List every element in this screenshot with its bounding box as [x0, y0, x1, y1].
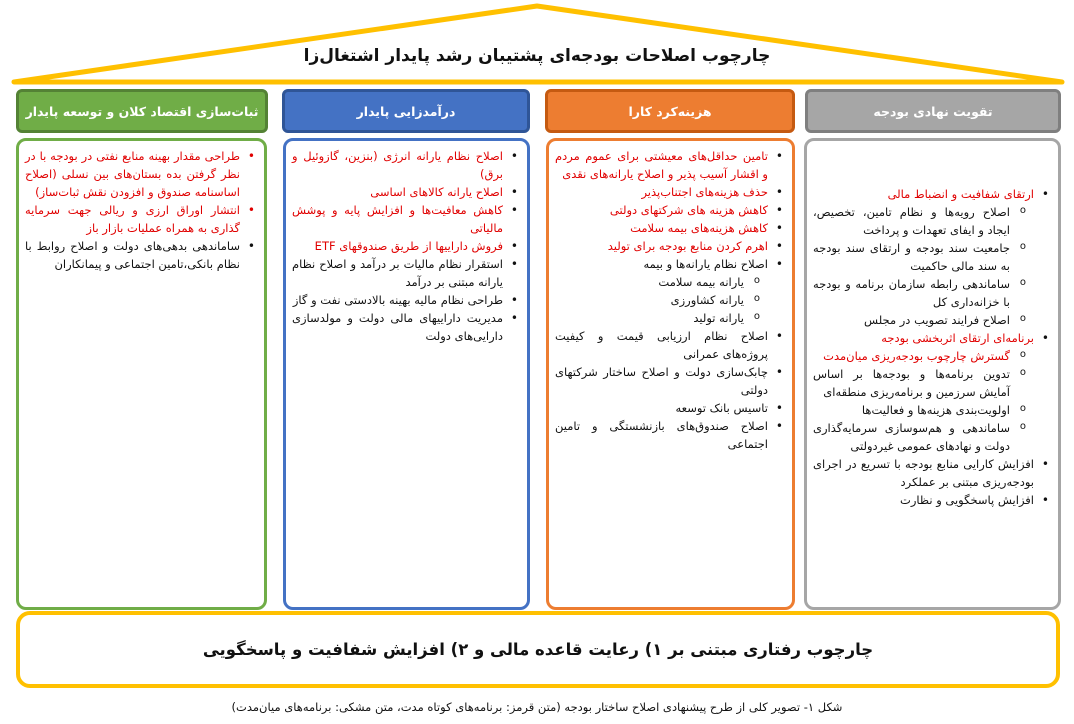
- pillar-box-institutional: [804, 138, 1061, 610]
- sub-list-item: o اولویت‌بندی هزینه‌ها و فعالیت‌ها: [813, 401, 1050, 419]
- list-item: • اصلاح یارانه کالاهای اساسی: [292, 183, 519, 201]
- sub-list-item: o ساماندهی و هم‌سوسازی سرمایه‌گذاری دولت و نهادهای عمومی غیردولتی: [813, 419, 1050, 455]
- sub-list-item: o اصلاح فرایند تصویب در مجلس: [813, 311, 1050, 329]
- list-item: • تاسیس بانک توسعه: [555, 399, 784, 417]
- pillar-box-macro-stability: [16, 138, 267, 610]
- list-item: • ارتقای شفافیت و انضباط مالی: [813, 185, 1050, 203]
- pillar-header-sustainable-revenue: درآمدزایی پایدار: [282, 89, 530, 133]
- list-item: • برنامه‌ای ارتقای اثربخشی بودجه: [813, 329, 1050, 347]
- pillar-header-efficient-spending: هزینه‌کرد کارا: [545, 89, 795, 133]
- pillar-header-macro-stability: ثبات‌سازی اقتصاد کلان و توسعه پایدار: [16, 89, 268, 133]
- list-item: • اصلاح نظام ارزیابی قیمت و کیفیت پروژه‌های عمرانی: [555, 327, 784, 363]
- pillar-header-institutional: تقویت نهادی بودجه: [805, 89, 1061, 133]
- list-item: • اصلاح صندوق‌های بازنشستگی و تامین اجتماعی: [555, 417, 784, 453]
- pillar-box-sustainable-revenue: [283, 138, 530, 610]
- sub-list-item: o یارانه بیمه سلامت: [555, 273, 784, 291]
- sub-list-item: o تدوین برنامه‌ها و بودجه‌ها بر اساس آمایش سرزمین و برنامه‌ریزی منطقه‌ای: [813, 365, 1050, 401]
- list-item: • اصلاح نظام یارانه‌ها و بیمه: [555, 255, 784, 273]
- framework-title: چارچوب اصلاحات بودجه‌ای پشتیبان رشد پایدار اشتغال‌زا: [303, 46, 771, 66]
- list-item: • کاهش هزینه های شرکتهای دولتی: [555, 201, 784, 219]
- list-item: • استقرار نظام مالیات بر درآمد و اصلاح نظام یارانه مبتنی بر درآمد: [292, 255, 519, 291]
- pillar-box-efficient-spending: [546, 138, 795, 610]
- list-item: • افزایش پاسخگویی و نظارت: [813, 491, 1050, 509]
- list-item: • طراحی مقدار بهینه منابع نفتی در بودجه با در نظر گرفتن بده بستان‌های بین نسلی (اصلاح اساسنامه صندوق و افزودن نقش ثبات‌ساز): [25, 147, 256, 201]
- roof: [0, 0, 1074, 90]
- list-item: • تامین حداقل‌های معیشتی برای عموم مردم و اقشار آسیب پذیر و اصلاح یارانه‌های نقدی: [555, 147, 784, 183]
- sub-list-item: o جامعیت سند بودجه و ارتقای سند بودجه به سند مالی حاکمیت: [813, 239, 1050, 275]
- list-item: • ساماندهی بدهی‌های دولت و اصلاح روابط با نظام بانکی،تامین اجتماعی و پیمانکاران: [25, 237, 256, 273]
- sub-list-item: o یارانه تولید: [555, 309, 784, 327]
- sub-list-item: o گسترش چارچوب بودجه‌ریزی میان‌مدت: [813, 347, 1050, 365]
- list-item: • مدیریت داراییهای مالی دولت و مولدسازی دارایی‌های دولت: [292, 309, 519, 345]
- list-item: • فروش داراییها از طریق صندوقهای ETF: [292, 237, 519, 255]
- figure-caption: شکل ۱- تصویر کلی از طرح پیشنهادی اصلاح ساختار بودجه (متن قرمز: برنامه‌های کوتاه مدت، متن مشکی: برنامه‌های میان‌مدت): [231, 700, 843, 714]
- list-item: • کاهش هزینه‌های بیمه سلامت: [555, 219, 784, 237]
- list-item: • اهرم کردن منابع بودجه برای تولید: [555, 237, 784, 255]
- list-item: • اصلاح نظام یارانه انرژی (بنزین، گازوئیل و برق): [292, 147, 519, 183]
- list-item: • انتشار اوراق ارزی و ریالی جهت سرمایه گذاری به همراه عملیات بازار باز: [25, 201, 256, 237]
- list-item: • افزایش کارایی منابع بودجه با تسریع در اجرای بودجه‌ریزی مبتنی بر عملکرد: [813, 455, 1050, 491]
- list-item: • کاهش معافیت‌ها و افزایش پایه و پوشش مالیاتی: [292, 201, 519, 237]
- foundation-banner: چارچوب رفتاری مبتنی بر ۱) رعایت قاعده مالی و ۲) افزایش شفافیت و پاسخگویی: [16, 611, 1060, 688]
- list-item: • حذف هزینه‌های اجتناب‌پذیر: [555, 183, 784, 201]
- sub-list-item: o یارانه کشاورزی: [555, 291, 784, 309]
- sub-list-item: o ساماندهی رابطه سازمان برنامه و بودجه با خزانه‌داری کل: [813, 275, 1050, 311]
- list-item: • طراحی نظام مالیه بهینه بالادستی نفت و گاز: [292, 291, 519, 309]
- sub-list-item: o اصلاح رویه‌ها و نظام تامین، تخصیص، ایجاد و ایفای تعهدات و پرداخت: [813, 203, 1050, 239]
- list-item: • چابک‌سازی دولت و اصلاح ساختار شرکتهای دولتی: [555, 363, 784, 399]
